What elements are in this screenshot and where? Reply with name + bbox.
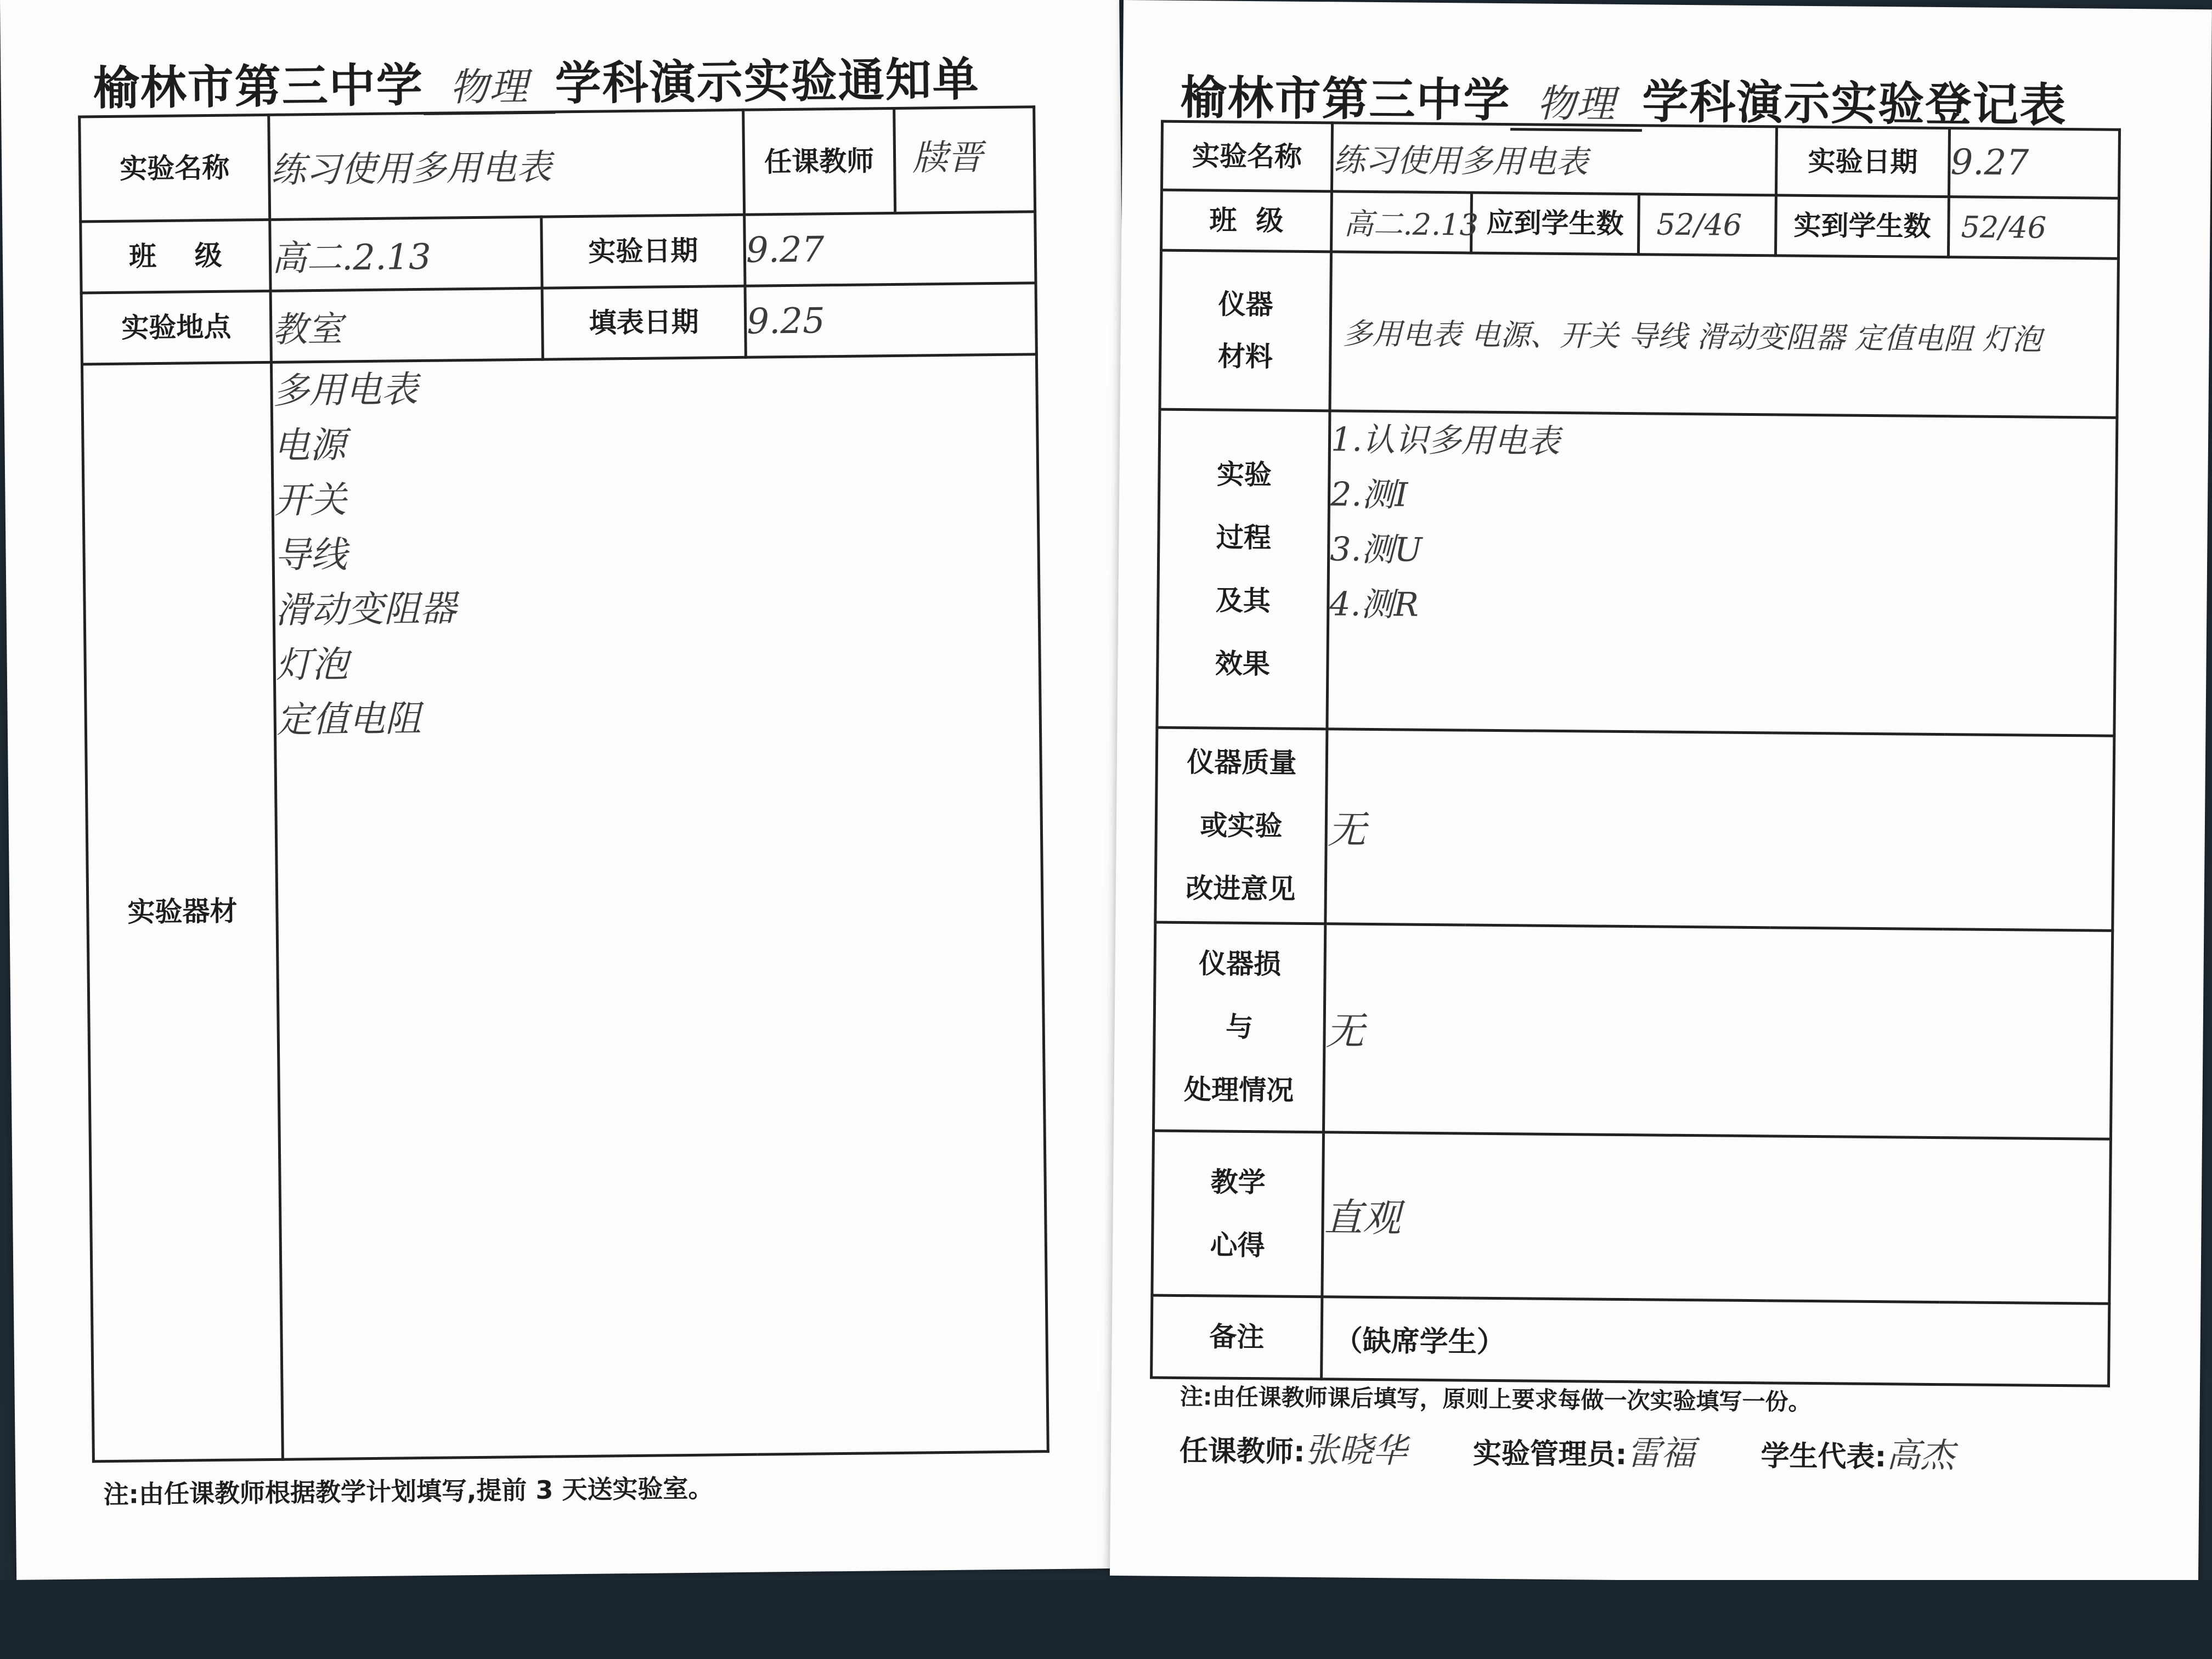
class-label: 班 级 <box>1161 190 1332 252</box>
equipment-item: 滑动变阻器 <box>275 587 457 631</box>
title-subject: 物理 <box>1510 72 1643 132</box>
title-prefix: 榆林市第三中学 <box>1180 70 1511 128</box>
process-step: 2.测I <box>1330 475 1408 515</box>
teacher-label: 任课教师 <box>744 110 896 213</box>
class-value: 高二.2.13 <box>270 217 542 291</box>
quality-label-line: 或实验 <box>1200 809 1283 842</box>
remarks-value: （缺席学生） <box>1322 1297 2109 1386</box>
process-label-line: 效果 <box>1215 647 1271 680</box>
quality-label-line: 仪器质量 <box>1187 746 1297 779</box>
equipment-item: 定值电阻 <box>276 697 422 741</box>
register-sheet <box>1110 0 2212 1585</box>
quality-label-line: 改进意见 <box>1186 872 1296 905</box>
teaching-label-line: 心得 <box>1210 1228 1265 1261</box>
materials-label <box>1160 250 1331 411</box>
damage-label-line: 与 <box>1225 1011 1254 1043</box>
class-label <box>81 219 270 293</box>
teacher-value: 牍晋 <box>912 137 983 179</box>
fill-date-value: 9.25 <box>745 283 1036 358</box>
equipment-list <box>271 354 1048 1459</box>
student-sig-label: 学生代表: <box>1760 1440 1887 1474</box>
damage-value: 无 <box>1324 924 2113 1139</box>
teacher-cell <box>743 107 1035 215</box>
quality-value: 无 <box>1325 729 2114 931</box>
teaching-label <box>1152 1131 1324 1297</box>
experiment-name-value: 练习使用多用电表 <box>1331 123 1776 195</box>
location-label: 实验地点 <box>81 291 271 364</box>
notice-sheet <box>0 0 1136 1580</box>
notice-footnote: 注:由任课教师根据教学计划填写,提前 3 天送实验室。 <box>103 1473 714 1510</box>
title-subject: 物理 <box>423 55 555 115</box>
title-prefix: 榆林市第三中学 <box>93 58 424 116</box>
equipment-item: 多用电表 <box>273 368 418 412</box>
register-table <box>1150 120 2121 1387</box>
student-signature: 高杰 <box>1886 1435 1955 1476</box>
exp-date-label: 实验日期 <box>541 215 745 288</box>
experiment-name-value: 练习使用多用电表 <box>269 110 744 219</box>
teaching-value: 直观 <box>1322 1132 2111 1304</box>
actual-label: 实到学生数 <box>1776 195 1949 257</box>
process-label <box>1157 409 1330 729</box>
quality-label <box>1155 727 1327 924</box>
process-step: 3.测U <box>1329 530 1423 569</box>
damage-label <box>1154 922 1325 1132</box>
materials-label-line: 材料 <box>1217 340 1273 373</box>
signature-line <box>1180 1421 1955 1477</box>
expected-value: 52/46 <box>1638 194 1776 256</box>
process-label-line: 过程 <box>1216 521 1272 554</box>
process-step: 1.认识多用电表 <box>1330 420 1560 461</box>
expected-label: 应到学生数 <box>1471 193 1639 255</box>
teacher-sig-label: 任课教师: <box>1179 1434 1305 1469</box>
desk-surface <box>0 1580 2212 1659</box>
exp-date-label: 实验日期 <box>1776 127 1949 197</box>
class-label-2: 级 <box>194 239 223 272</box>
equipment-item: 导线 <box>274 533 348 577</box>
equipment-item: 开关 <box>274 478 347 522</box>
materials-value: 多用电表 电源、开关 导线 滑动变阻器 定值电阻 灯泡 <box>1330 252 2119 418</box>
materials-label-line: 仪器 <box>1218 288 1273 320</box>
process-steps <box>1327 411 2117 736</box>
exp-date-value: 9.27 <box>1949 128 2119 199</box>
title-suffix: 学科演示实验通知单 <box>555 52 980 111</box>
damage-label-line: 处理情况 <box>1183 1074 1294 1107</box>
process-step: 4.测R <box>1329 585 1419 624</box>
process-label-line: 及其 <box>1215 584 1271 617</box>
process-label-line: 实验 <box>1216 458 1272 490</box>
damage-label-line: 仪器损 <box>1198 947 1282 980</box>
exp-date-value: 9.27 <box>744 212 1036 286</box>
fill-date-label: 填表日期 <box>542 286 746 359</box>
teaching-label-line: 教学 <box>1210 1165 1266 1198</box>
admin-signature: 雷福 <box>1627 1432 1695 1474</box>
equipment-item: 电源 <box>273 424 346 467</box>
actual-value: 52/46 <box>1948 197 2119 259</box>
equipment-item: 灯泡 <box>275 643 349 686</box>
experiment-name-label: 实验名称 <box>80 115 270 222</box>
remarks-label: 备注 <box>1152 1295 1322 1379</box>
title-suffix: 学科演示实验登记表 <box>1642 75 2067 133</box>
class-label-1: 班 <box>128 240 157 273</box>
location-value: 教室 <box>270 288 543 362</box>
notice-table <box>78 105 1049 1463</box>
equipment-label: 实验器材 <box>82 362 283 1462</box>
register-footnote: 注:由任课教师课后填写，原则上要求每做一次实验填写一份。 <box>1180 1383 1812 1416</box>
teacher-signature: 张晓华 <box>1305 1429 1408 1471</box>
class-value: 高二.2.13 <box>1331 191 1472 253</box>
experiment-name-label: 实验名称 <box>1161 121 1332 191</box>
admin-sig-label: 实验管理员: <box>1472 1437 1627 1472</box>
